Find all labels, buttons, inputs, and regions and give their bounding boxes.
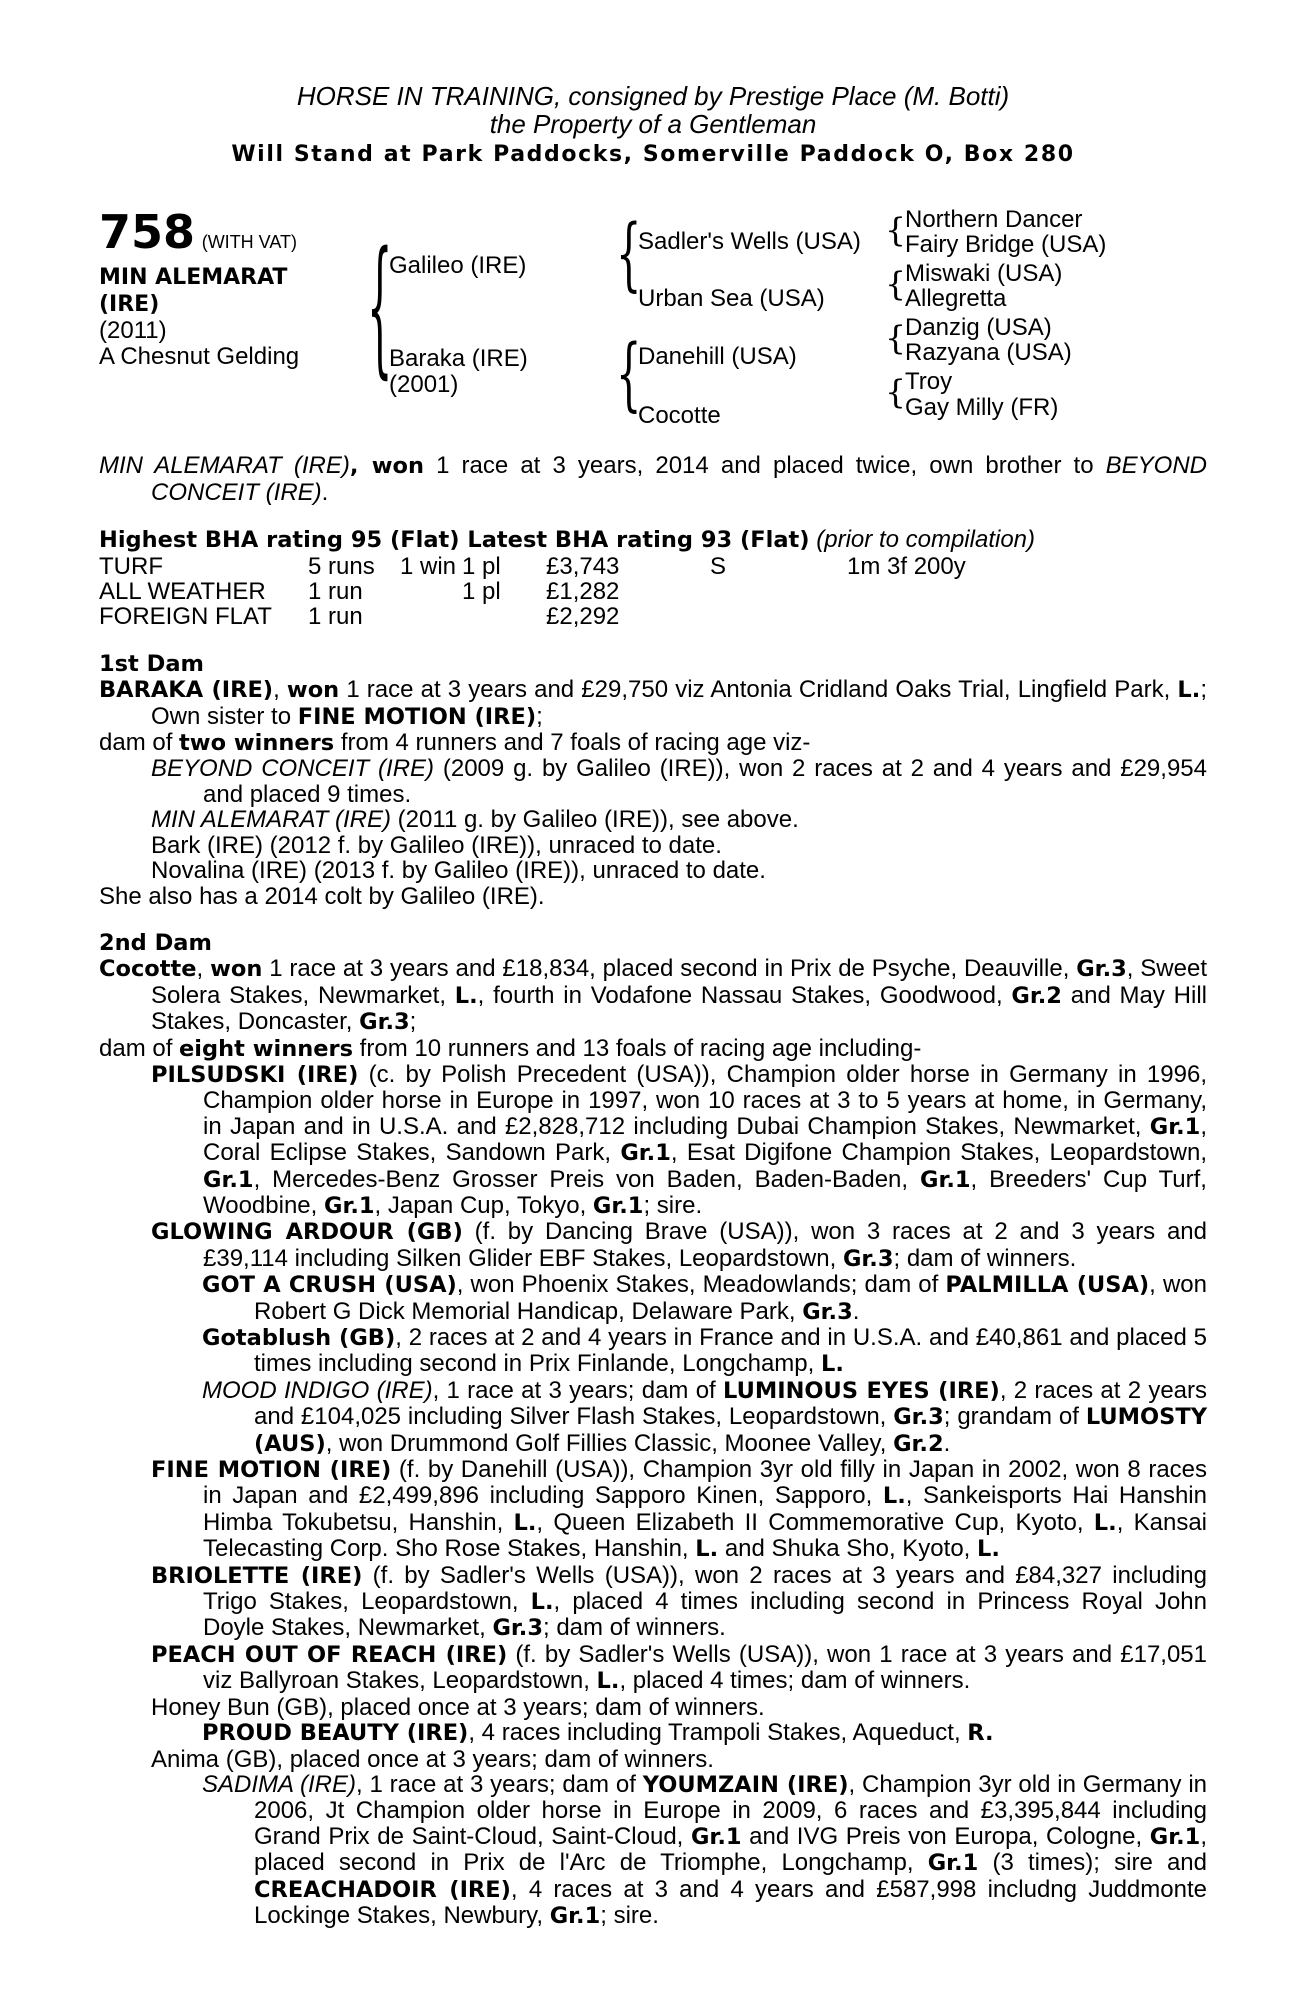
horse-name: MIN ALEMARAT bbox=[99, 265, 288, 291]
first-dam-produce-list bbox=[99, 756, 1207, 883]
produce-sadima: SADIMA (IRE), 1 race at 3 years; dam of YOUMZAIN (IRE), Champion 3yr old in Germany in 2006, Jt Champion older horse in Europe in 2009, 6 races and £3,395,844 including Grand Prix de Saint-Cloud, Saint-Cloud, Gr.1 and IVG Preis von Europa, Cologne, Gr.1, placed second in Prix de l'Arc de Triomphe, Longchamp, Gr.1 (3 times); sire and CREACHADOIR (IRE), 4 races at 3 and 4 years and £587,998 includng Juddmonte Lockinge Stakes, Newbury, Gr.1; sire. bbox=[202, 1770, 1207, 1929]
pedigree-block bbox=[99, 207, 1207, 447]
second-dam-record: Cocotte, won 1 race at 3 years and £18,834, placed second in Prix de Psyche, Deauville, Gr.3, Sweet Solera Stakes, Newmarket, L., fourth in Vodafone Nassau Stakes, Goodwood, Gr.2 and May Hill Stakes, Doncaster, Gr.3; bbox=[99, 955, 1208, 1036]
first-dam-heading: 1st Dam bbox=[99, 650, 204, 677]
second-dam-produce-summary: dam of eight winners from 10 runners and 13 foals of racing age including- bbox=[99, 1034, 922, 1062]
record-cell-prize: £3,743 bbox=[546, 552, 620, 580]
dam-dam: Cocotte bbox=[638, 402, 721, 430]
vat-note: (WITH VAT) bbox=[201, 232, 298, 253]
produce-peach-out-of-reach: PEACH OUT OF REACH (IRE) (f. by Sadler's Wells (USA)), won 1 race at 3 years and £17,051 viz Ballyroan Stakes, Leopardstown, L., placed 4 times; dam of winners. bbox=[151, 1640, 1208, 1695]
ratings-section bbox=[99, 527, 1207, 630]
g3-fairy-bridge: Fairy Bridge (USA) bbox=[905, 231, 1107, 259]
dam-line-brace: { bbox=[616, 329, 642, 422]
dam-sire: Danehill (USA) bbox=[638, 343, 797, 371]
record-cell-wins bbox=[400, 604, 462, 629]
produce-fine-motion: FINE MOTION (IRE) (f. by Danehill (USA)), Champion 3yr old filly in Japan in 2002, won 8 races in Japan and £2,499,896 including Sapporo Kinen, Sapporo, L., Sankeisports Hai Hanshin Himba Tokubetsu, Hanshin, L., Queen Elizabeth II Commemorative Cup, Kyoto, L., Kansai Telecasting Corp. Sho Rose Stakes, Hanshin, L. and Shuka Sho, Kyoto, L. bbox=[151, 1456, 1208, 1563]
record-cell-distance: 1m 3f 200y bbox=[847, 552, 966, 580]
g3-miswaki: Miswaki (USA) bbox=[905, 260, 1063, 288]
produce-got-a-crush: GOT A CRUSH (USA), won Phoenix Stakes, Meadowlands; dam of PALMILLA (USA), won Robert G Dick Memorial Handicap, Delaware Park, Gr.3. bbox=[202, 1271, 1207, 1325]
record-cell-wins: 1 win bbox=[400, 552, 457, 580]
catalogue-page bbox=[99, 82, 1207, 1929]
dam: Baraka (IRE) bbox=[389, 345, 528, 373]
second-dam-section bbox=[99, 931, 1207, 1929]
produce-anima: Anima (GB), placed once at 3 years; dam of winners. bbox=[151, 1745, 714, 1773]
sire: Galileo (IRE) bbox=[389, 252, 527, 280]
rating-headline: Highest BHA rating 95 (Flat) Latest BHA rating 93 (Flat) bbox=[99, 527, 810, 554]
produce-briolette: BRIOLETTE (IRE) (f. by Sadler's Wells (USA)), won 2 races at 3 years and £84,327 including Trigo Stakes, Leopardstown, L., placed 4 times including second in Princess Royal John Doyle Stakes, Newmarket, Gr.3; dam of winners. bbox=[151, 1561, 1207, 1642]
g3-allegretta: Allegretta bbox=[905, 285, 1007, 313]
produce-item: MIN ALEMARAT (IRE) (2011 g. by Galileo (IRE)), see above. bbox=[151, 806, 799, 834]
produce-glowing-ardour: GLOWING ARDOUR (GB) (f. by Dancing Brave (USA)), won 3 races at 2 and 3 years and £39,114 including Silken Glider EBF Stakes, Leopardstown, Gr.3; dam of winners. bbox=[151, 1218, 1207, 1272]
record-cell-distance bbox=[847, 579, 1207, 604]
record-cell-runs: 1 run bbox=[308, 603, 363, 631]
first-dam-section bbox=[99, 652, 1207, 909]
sire-dam-brace: { bbox=[367, 224, 393, 395]
consignor-heading: HORSE IN TRAINING, consigned by Prestige Place (M. Botti) bbox=[296, 81, 1010, 111]
gen3-brace-4: { bbox=[885, 372, 906, 412]
g3-razyana: Razyana (USA) bbox=[905, 339, 1072, 367]
horse-description: A Chesnut Gelding bbox=[99, 343, 300, 371]
first-dam-also: She also has a 2014 colt by Galileo (IRE). bbox=[99, 882, 545, 910]
race-summary: MIN ALEMARAT (IRE), won 1 race at 3 years, 2014 and placed twice, own brother to BEYOND CONCEIT (IRE). bbox=[99, 452, 1208, 506]
record-cell-placed: 1 pl bbox=[462, 578, 501, 606]
g3-northern-dancer: Northern Dancer bbox=[905, 206, 1083, 234]
lot-number: 758 bbox=[99, 205, 196, 260]
foaling-year: (2011) bbox=[99, 317, 167, 345]
record-cell-runs: 5 runs bbox=[308, 552, 375, 580]
gen3-brace-2: { bbox=[885, 264, 906, 304]
second-dam-heading: 2nd Dam bbox=[99, 929, 212, 956]
brother-link: BEYOND CONCEIT (IRE) bbox=[151, 452, 1208, 506]
sire-dam: Urban Sea (USA) bbox=[638, 285, 825, 313]
gen3-brace-1: { bbox=[885, 210, 906, 250]
record-cell-going bbox=[710, 604, 847, 629]
dam-year: (2001) bbox=[389, 371, 459, 399]
produce-gotablush: Gotablush (GB), 2 races at 2 and 4 years in France and in U.S.A. and £40,861 and placed 5 times including second in Prix Finlande, Longchamp, L. bbox=[202, 1324, 1207, 1378]
record-cell-going bbox=[710, 579, 847, 604]
rating-note: (prior to compilation) bbox=[816, 526, 1036, 554]
sire-sire: Sadler's Wells (USA) bbox=[638, 228, 861, 256]
record-row bbox=[99, 554, 1207, 579]
first-dam-record: BARAKA (IRE), won 1 race at 3 years and £29,750 viz Antonia Cridland Oaks Trial, Lingfield Park, L.; Own sister to FINE MOTION (IRE); bbox=[99, 676, 1207, 730]
produce-item: BEYOND CONCEIT (IRE) (2009 g. by Galileo (IRE)), won 2 races at 2 and 4 years and £29,954 and placed 9 times. bbox=[151, 755, 1207, 808]
record-cell-prize: £2,292 bbox=[546, 603, 620, 631]
record-cell-wins bbox=[400, 579, 462, 604]
record-cell-prize: £1,282 bbox=[546, 578, 620, 606]
produce-pilsudski: PILSUDSKI (IRE) (c. by Polish Precedent (USA)), Champion older horse in Germany in 1996, Champion older horse in Europe in 1997, won 10 races at 3 to 5 years at home, in Germany, in Japan and in U.S.A. and £2,828,712 including Dubai Champion Stakes, Newmarket, Gr.1, Coral Eclipse Stakes, Sandown Park, Gr.1, Esat Digifone Champion Stakes, Leopardstown, Gr.1, Mercedes-Benz Grosser Preis von Baden, Baden-Baden, Gr.1, Breeders' Cup Turf, Woodbine, Gr.1, Japan Cup, Tokyo, Gr.1; sire. bbox=[151, 1060, 1207, 1219]
produce-item: Bark (IRE) (2012 f. by Galileo (IRE)), unraced to date. bbox=[151, 831, 722, 859]
horse-name-country: (IRE) bbox=[99, 292, 160, 318]
record-cell-placed bbox=[462, 604, 546, 629]
record-cell-surface: ALL WEATHER bbox=[99, 578, 266, 606]
lot-header bbox=[99, 205, 298, 260]
record-cell-placed: 1 pl bbox=[462, 552, 501, 580]
record-cell-surface: TURF bbox=[99, 552, 163, 580]
owner-heading: the Property of a Gentleman bbox=[489, 109, 817, 139]
record-row bbox=[99, 579, 1207, 604]
produce-item: Novalina (IRE) (2013 f. by Galileo (IRE)), unraced to date. bbox=[151, 857, 766, 885]
record-cell-going: S bbox=[710, 552, 727, 580]
stand-location: Will Stand at Park Paddocks, Somerville Paddock O, Box 280 bbox=[231, 142, 1075, 167]
sire-line-brace: { bbox=[616, 209, 642, 302]
produce-honey-bun: Honey Bun (GB), placed once at 3 years; dam of winners. bbox=[151, 1693, 765, 1721]
produce-proud-beauty: PROUD BEAUTY (IRE), 4 races including Trampoli Stakes, Aqueduct, R. bbox=[202, 1719, 994, 1747]
g3-troy: Troy bbox=[905, 368, 953, 396]
record-row bbox=[99, 604, 1207, 629]
record-cell-runs: 1 run bbox=[308, 578, 363, 606]
g3-danzig: Danzig (USA) bbox=[905, 314, 1052, 342]
record-cell-surface: FOREIGN FLAT bbox=[99, 603, 272, 631]
produce-mood-indigo: MOOD INDIGO (IRE), 1 race at 3 years; dam of LUMINOUS EYES (IRE), 2 races at 2 years and £104,025 including Silver Flash Stakes, Leopardstown, Gr.3; grandam of LUMOSTY (AUS), won Drummond Golf Fillies Classic, Moonee Valley, Gr.2. bbox=[202, 1376, 1208, 1457]
racing-record-table bbox=[99, 554, 1207, 630]
g3-gay-milly: Gay Milly (FR) bbox=[905, 394, 1059, 422]
record-cell-distance bbox=[847, 604, 1207, 629]
gen3-brace-3: { bbox=[885, 318, 906, 358]
first-dam-produce-summary: dam of two winners from 4 runners and 7 foals of racing age viz- bbox=[99, 729, 811, 757]
